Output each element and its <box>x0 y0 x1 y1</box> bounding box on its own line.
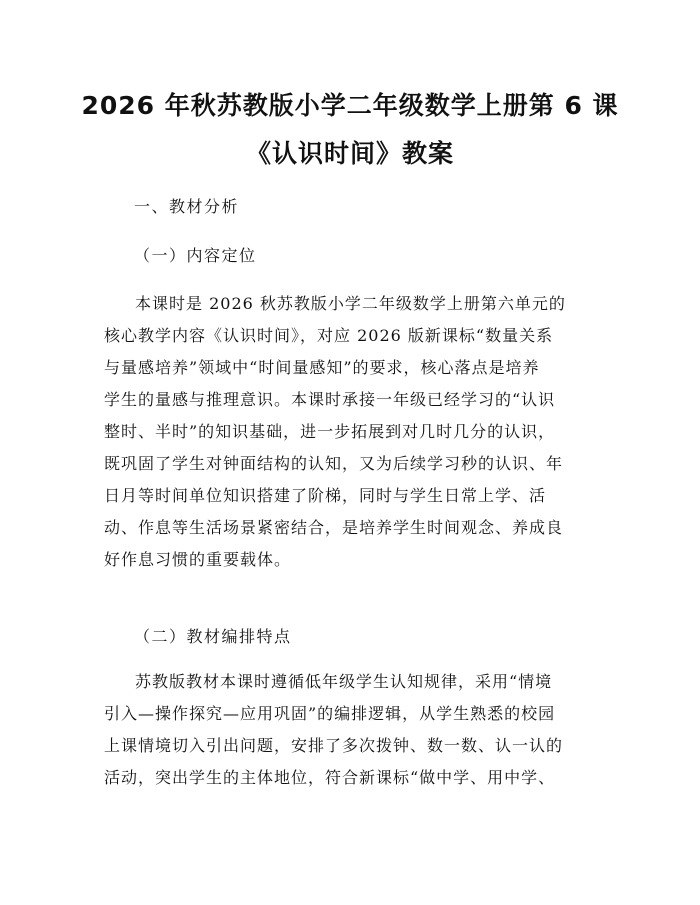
document-title-line-2: 《认识时间》教案 <box>245 139 454 168</box>
paragraph-1-line: 整时、半时”的知识基础，进一步拓展到对几时几分的认识， <box>104 422 556 441</box>
paragraph-1-line: 核心教学内容《认识时间》，对应 2026 版新课标“数量关系 <box>104 326 554 345</box>
subsection-heading-positioning: （一）内容定位 <box>134 246 257 265</box>
paragraph-1-line: 既巩固了学生对钟面结构的认知，又为后续学习秒的认识、年 <box>104 454 564 473</box>
subsection-heading-arrangement: （二）教材编排特点 <box>134 627 292 646</box>
paragraph-1-line: 学生的量感与推理意识。本课时承接一年级已经学习的“认识 <box>104 390 556 409</box>
document-title-line-1: 2026 年秋苏教版小学二年级数学上册第 6 课 <box>81 91 619 120</box>
paragraph-2-line: 上课情境切入引出问题，安排了多次拨钟、数一数、认一认的 <box>104 736 564 755</box>
section-heading-analysis: 一、教材分析 <box>134 197 240 216</box>
paragraph-1-line: 与量感培养”领域中“时间量感知”的要求，核心落点是培养 <box>104 358 540 377</box>
paragraph-1-line: 本课时是 2026 秋苏教版小学二年级数学上册第六单元的 <box>135 294 566 313</box>
paragraph-2-line: 活动，突出学生的主体地位，符合新课标“做中学、用中学、 <box>104 768 556 787</box>
paragraph-2-line: 引入—操作探究—应用巩固”的编排逻辑，从学生熟悉的校园 <box>104 704 556 723</box>
paragraph-1-line: 日月等时间单位知识搭建了阶梯，同时与学生日常上学、活 <box>104 486 547 505</box>
paragraph-1-line: 动、作息等生活场景紧密结合，是培养学生时间观念、养成良 <box>104 518 564 537</box>
paragraph-1-line: 好作息习惯的重要载体。 <box>104 550 292 569</box>
paragraph-2-line: 苏教版教材本课时遵循低年级学生认知规律，采用“情境 <box>135 672 553 691</box>
